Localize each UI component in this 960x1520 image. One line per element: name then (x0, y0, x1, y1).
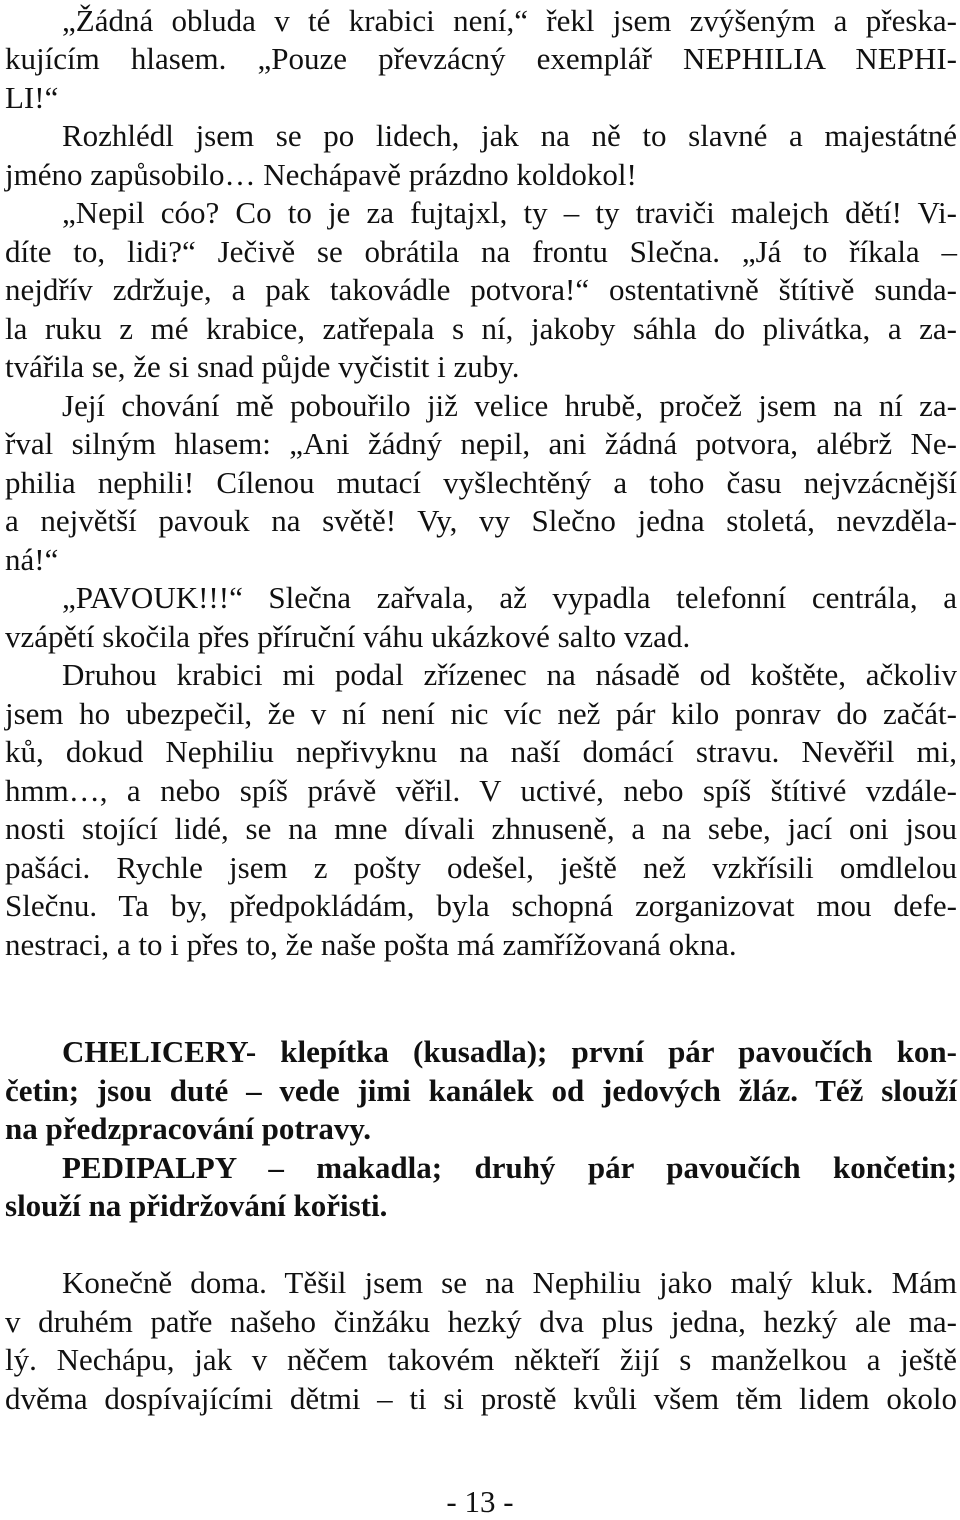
text-line: dvěma dospívajícími dětmi – ti si prostě kvůli všem těm lidem okolo (5, 1381, 957, 1416)
page-number: - 13 - (446, 1484, 514, 1519)
text-line: jméno zapůsobilo… Nechápavě prázdno koldokol! (5, 157, 637, 192)
text-line: lý. Nechápu, jak v něčem takovém někteří žijí s manželkou a ještě (5, 1342, 957, 1377)
definition-line: slouží na přidržování kořisti. (5, 1188, 388, 1223)
text-line: nejdřív zdržuje, a pak takovádle potvora!“ ostentativně štítivě sunda- (5, 272, 957, 307)
text-line: hmm…, a nebo spíš právě věřil. V uctivé, nebo spíš štítivé vzdále- (5, 773, 957, 808)
text-line: philia nephili! Cílenou mutací vyšlechtěný a toho času nejvzácnější (5, 465, 957, 500)
definition-line: PEDIPALPY – makadla; druhý pár pavoučích končetin; (62, 1150, 957, 1185)
definition-line: na předzpracování potravy. (5, 1111, 371, 1146)
definition-line: četin; jsou duté – vede jimi kanálek od jedových žláz. Též slouží (5, 1073, 957, 1108)
text-line: ná!“ (5, 542, 59, 577)
text-line: „Nepil cóo? Co to je za fujtajxl, ty – ty traviči malejch dětí! Vi- (62, 195, 957, 230)
text-line: Druhou krabici mi podal zřízenec na násadě od koštěte, ačkoliv (62, 657, 957, 692)
text-line: ků, dokud Nephiliu nepřivyknu na naší domácí stravu. Nevěřil mi, (5, 734, 957, 769)
text-line: řval silným hlasem: „Ani žádný nepil, ani žádná potvora, alébrž Ne- (5, 426, 957, 461)
text-line: nosti stojící lidé, se na mne dívali zhnuseně, a na sebe, jací oni jsou (5, 811, 957, 846)
definition-line: CHELICERY- klepítka (kusadla); první pár pavoučích kon- (62, 1034, 957, 1069)
text-line: Rozhlédl jsem se po lidech, jak na ně to slavné a majestátné (62, 118, 957, 153)
text-line: „PAVOUK!!!“ Slečna zařvala, až vypadla telefonní centrála, a (62, 580, 957, 615)
text-line: a největší pavouk na světě! Vy, vy Slečno jedna stoletá, nevzděla- (5, 503, 957, 538)
text-line: pašáci. Rychle jsem z pošty odešel, ještě než vzkřísili omdlelou (5, 850, 957, 885)
text-line: „Žádná obluda v té krabici není,“ řekl jsem zvýšeným a přeska- (62, 3, 957, 38)
text-line: vzápětí skočila přes příruční váhu ukázkové salto vzad. (5, 619, 691, 654)
text-line: LI!“ (5, 80, 59, 115)
text-line: tvářila se, že si snad půjde vyčistit i zuby. (5, 349, 520, 384)
text-line: v druhém patře našeho činžáku hezký dva plus jedna, hezký ale ma- (5, 1304, 957, 1339)
text-line: Konečně doma. Těšil jsem se na Nephiliu jako malý kluk. Mám (62, 1265, 957, 1300)
text-line: kujícím hlasem. „Pouze převzácný exemplář NEPHILIA NEPHI- (5, 41, 957, 76)
text-line: jsem ho ubezpečil, že v ní není nic víc než pár kilo ponrav do začát- (5, 696, 957, 731)
text-line: la ruku z mé krabice, zatřepala s ní, jakoby sáhla do plivátka, a za- (5, 311, 957, 346)
text-line: nestraci, a to i přes to, že naše pošta má zamřížovaná okna. (5, 927, 737, 962)
text-line: díte to, lidi?“ Ječivě se obrátila na frontu Slečna. „Já to říkala – (5, 234, 957, 269)
text-line: Slečnu. Ta by, předpokládám, byla schopná zorganizovat mou defe- (5, 888, 957, 923)
text-line: Její chování mě pobouřilo již velice hrubě, pročež jsem na ní za- (62, 388, 957, 423)
